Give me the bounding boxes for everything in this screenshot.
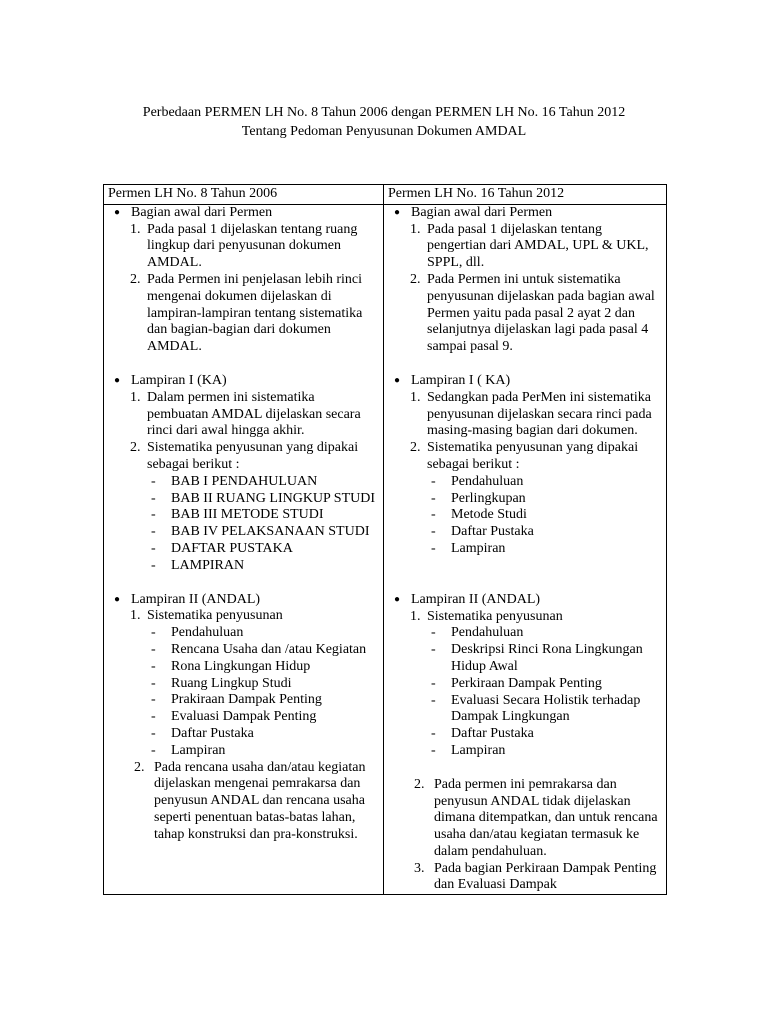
- dash-item: - Daftar Pustaka: [431, 524, 534, 540]
- bullet-icon: ●: [114, 374, 121, 386]
- list-item-text: Pada permen ini pemrakarsa dan penyusun ANDAL tidak dijelaskan dimana ditempatkan, dan untuk rencana usaha dan/atau kegiatan termasuk ke dalam pendahuluan.: [434, 776, 658, 859]
- list-item-text: Pada pasal 1 dijelaskan tentang ruang lingkup dari penyusunan dokumen AMDAL.: [147, 221, 358, 271]
- list-item: 3. Pada bagian Perkiraan Dampak Penting dan Evaluasi Dampak: [414, 860, 657, 893]
- list-item: 2. Pada permen ini pemrakarsa dan penyusun ANDAL tidak dijelaskan dimana ditempatkan, dan untuk rencana usaha dan/atau kegiatan termasuk ke dalam pendahuluan.: [414, 776, 658, 859]
- bullet-item: [108, 592, 379, 609]
- dash-item: - BAB II RUANG LINGKUP STUDI: [151, 490, 376, 506]
- dash-item: - Daftar Pustaka: [151, 725, 254, 741]
- bullet-icon: ●: [114, 593, 121, 605]
- list-item-text: Sistematika penyusunan yang dipakai sebagai berikut :: [147, 440, 359, 472]
- header-right: Permen LH No. 16 Tahun 2012: [384, 185, 667, 205]
- dash-item: - Evaluasi Secara Holistik terhadap Dampak Lingkungan: [431, 692, 641, 725]
- dash-item-text: Ruang Lingkup Studi: [171, 675, 292, 691]
- dash-item: - Pendahuluan: [431, 473, 524, 489]
- dash-item-text: LAMPIRAN: [171, 557, 245, 573]
- list-item: 2. Pada Permen ini penjelasan lebih rinci mengenai dokumen dijelaskan di lampiran-lampiran tentang sistematika dan bagian-bagian dari dokumen AMDAL.: [130, 271, 363, 355]
- dash-item: - Daftar Pustaka: [431, 726, 534, 742]
- document-title: [0, 103, 768, 141]
- dash-item: - DAFTAR PUSTAKA: [151, 540, 293, 556]
- list-item: 1. Sedangkan pada PerMen ini sistematika penyusunan dijelaskan secara rinci pada masing-masing bagian dari dokumen.: [410, 389, 652, 439]
- dash-item-text: Perlingkupan: [451, 490, 526, 506]
- bullet-icon: ●: [114, 206, 121, 218]
- dash-item-text: Perkiraan Dampak Penting: [451, 675, 602, 691]
- dash-item: - Prakiraan Dampak Penting: [151, 692, 322, 708]
- list-item: 1. Sistematika penyusunan: [410, 608, 563, 624]
- dash-item-text: Lampiran: [171, 742, 226, 758]
- bullet-item: [108, 205, 379, 222]
- list-item-text: Sedangkan pada PerMen ini sistematika penyusunan dijelaskan secara rinci pada masing-masing bagian dari dokumen.: [427, 389, 652, 439]
- title-line-2: Tentang Pedoman Penyusunan Dokumen AMDAL: [241, 124, 527, 139]
- list-item-text: Sistematika penyusunan: [147, 608, 283, 624]
- dash-item-text: Evaluasi Dampak Penting: [171, 709, 317, 725]
- dash-item: - Evaluasi Dampak Penting: [151, 709, 317, 725]
- left-section-awal: [108, 205, 379, 356]
- dash-item-text: Rona Lingkungan Hidup: [171, 658, 311, 674]
- dash-item: - Lampiran: [151, 742, 226, 758]
- list-item-text: Pada bagian Perkiraan Dampak Penting dan Evaluasi Dampak: [434, 860, 657, 893]
- list-item-text: Sistematika penyusunan yang dipakai sebagai berikut :: [427, 440, 639, 472]
- dash-item-text: Prakiraan Dampak Penting: [171, 692, 322, 708]
- dash-item: - BAB IV PELAKSANAAN STUDI: [151, 524, 370, 540]
- dash-item-text: Lampiran: [451, 540, 506, 556]
- dash-item: - Pendahuluan: [431, 625, 524, 641]
- dash-item: - Ruang Lingkup Studi: [151, 675, 292, 691]
- list-item-text: Pada Permen ini untuk sistematika penyusunan dijelaskan pada bagian awal Permen yaitu pada pasal 2 ayat 2 dan selanjutnya dijelaskan lagi pada pasal 4 sampai pasal 9.: [427, 271, 655, 355]
- left-section-lampiran-1: [108, 373, 379, 575]
- dash-item-text: Pendahuluan: [171, 625, 244, 641]
- bullet-item: [388, 373, 662, 390]
- dash-item: - BAB III METODE STUDI: [151, 507, 324, 523]
- dash-item: - Rencana Usaha dan /atau Kegiatan: [151, 641, 367, 657]
- bullet-label: Lampiran I (KA): [131, 372, 227, 388]
- dash-item-text: Evaluasi Secara Holistik terhadap Dampak Lingkungan: [451, 692, 641, 725]
- list-item-text: Sistematika penyusunan: [427, 608, 563, 624]
- right-section-lampiran-2: [388, 592, 662, 895]
- list-item-text: Pada rencana usaha dan/atau kegiatan dijelaskan mengenai pemrakarsa dan penyusun ANDAL dan rencana usaha seperti penentuan batas-batas lahan, tahap konstruksi dan pra-konstruksi.: [154, 759, 366, 842]
- dash-item-text: Pendahuluan: [451, 473, 524, 489]
- dash-item-text: Deskripsi Rinci Rona Lingkungan Hidup Awal: [451, 642, 643, 674]
- table-body-row: [104, 204, 667, 894]
- dash-item: - Deskripsi Rinci Rona Lingkungan Hidup Awal: [431, 642, 643, 674]
- right-section-lampiran-1: [388, 373, 662, 558]
- right-column: [384, 204, 667, 894]
- table-header-row: [104, 185, 667, 205]
- list-item: 2. Pada Permen ini untuk sistematika penyusunan dijelaskan pada bagian awal Permen yaitu pada pasal 2 ayat 2 dan selanjutnya dijelaskan lagi pada pasal 4 sampai pasal 9.: [410, 271, 655, 355]
- left-column: [104, 204, 384, 894]
- list-item: 2. Pada rencana usaha dan/atau kegiatan dijelaskan mengenai pemrakarsa dan penyusun ANDAL dan rencana usaha seperti penentuan batas-batas lahan, tahap konstruksi dan pra-konstruksi.: [134, 759, 366, 842]
- dash-item-text: BAB I PENDAHULUAN: [171, 473, 318, 489]
- dash-item-text: BAB III METODE STUDI: [171, 507, 324, 523]
- dash-item: - Perlingkupan: [431, 490, 526, 506]
- dash-item-text: BAB II RUANG LINGKUP STUDI: [171, 490, 376, 506]
- dash-item-text: BAB IV PELAKSANAAN STUDI: [171, 524, 370, 540]
- dash-item: - LAMPIRAN: [151, 557, 245, 573]
- bullet-label: Bagian awal dari Permen: [131, 204, 273, 220]
- header-left: Permen LH No. 8 Tahun 2006: [104, 185, 384, 205]
- list-item-text: Dalam permen ini sistematika pembuatan AMDAL dijelaskan secara rinci dari awal hingga akhir.: [147, 389, 361, 439]
- right-section-awal: [388, 205, 662, 356]
- dash-item-text: Pendahuluan: [451, 625, 524, 641]
- title-line-1: Perbedaan PERMEN LH No. 8 Tahun 2006 dengan PERMEN LH No. 16 Tahun 2012: [142, 105, 626, 120]
- dash-item: - Metode Studi: [431, 507, 527, 523]
- dash-item-text: Daftar Pustaka: [451, 726, 534, 742]
- list-item-text: Pada Permen ini penjelasan lebih rinci mengenai dokumen dijelaskan di lampiran-lampiran tentang sistematika dan bagian-bagian dari dokumen AMDAL.: [147, 271, 363, 355]
- dash-item-text: DAFTAR PUSTAKA: [171, 540, 293, 556]
- comparison-table: [103, 184, 667, 895]
- list-item-text: Pada pasal 1 dijelaskan tentang pengertian dari AMDAL, UPL & UKL, SPPL, dll.: [427, 221, 649, 271]
- left-section-lampiran-2: [108, 592, 379, 844]
- list-item: 1. Sistematika penyusunan: [130, 608, 283, 624]
- bullet-item: [108, 373, 379, 390]
- list-item: 1. Dalam permen ini sistematika pembuatan AMDAL dijelaskan secara rinci dari awal hingga akhir.: [130, 389, 361, 439]
- bullet-icon: ●: [394, 374, 401, 386]
- bullet-item: [388, 592, 662, 609]
- list-item: 2. Sistematika penyusunan yang dipakai sebagai berikut :: [130, 440, 359, 472]
- list-item: 1. Pada pasal 1 dijelaskan tentang ruang lingkup dari penyusunan dokumen AMDAL.: [130, 221, 358, 271]
- list-item: 2. Sistematika penyusunan yang dipakai sebagai berikut :: [410, 440, 639, 472]
- dash-item-text: Daftar Pustaka: [451, 524, 534, 540]
- dash-item: - Pendahuluan: [151, 625, 244, 641]
- bullet-label: Bagian awal dari Permen: [411, 204, 553, 220]
- bullet-icon: ●: [394, 593, 401, 605]
- bullet-icon: ●: [394, 206, 401, 218]
- bullet-item: [388, 205, 662, 222]
- dash-item: - Lampiran: [431, 742, 506, 758]
- dash-item-text: Metode Studi: [451, 507, 527, 523]
- dash-item-text: Daftar Pustaka: [171, 725, 254, 741]
- bullet-label: Lampiran II (ANDAL): [411, 591, 541, 607]
- list-item: 1. Pada pasal 1 dijelaskan tentang pengertian dari AMDAL, UPL & UKL, SPPL, dll.: [410, 221, 649, 271]
- bullet-label: Lampiran I ( KA): [411, 372, 511, 388]
- dash-item: - Perkiraan Dampak Penting: [431, 675, 602, 691]
- dash-item: - Lampiran: [431, 540, 506, 556]
- dash-item: - Rona Lingkungan Hidup: [151, 658, 311, 674]
- bullet-label: Lampiran II (ANDAL): [131, 591, 261, 607]
- dash-item: - BAB I PENDAHULUAN: [151, 473, 318, 489]
- dash-item-text: Rencana Usaha dan /atau Kegiatan: [171, 641, 367, 657]
- dash-item-text: Lampiran: [451, 742, 506, 758]
